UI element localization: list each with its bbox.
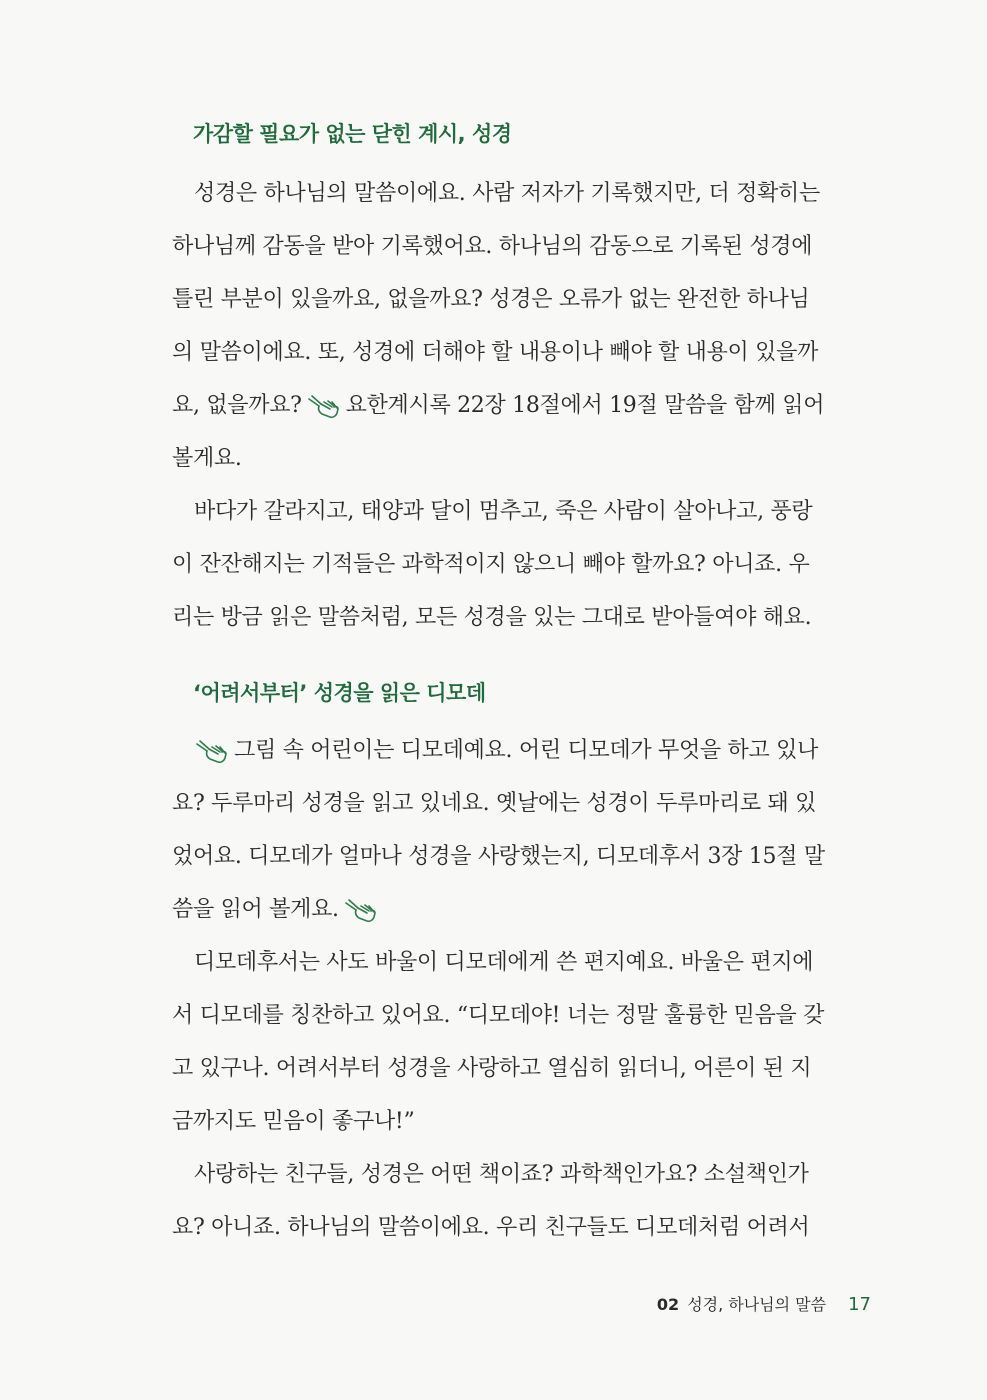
text-line: 요? 아니죠. 하나님의 말씀이에요. 우리 친구들도 디모데처럼 어려서: [172, 1214, 810, 1240]
text-line: 리는 방금 읽은 말씀처럼, 모든 성경을 있는 그대로 받아들여야 해요.: [172, 604, 812, 630]
paragraph: [172, 936, 872, 1148]
section-timothy: [172, 724, 872, 1254]
pointing-hand-icon: [194, 738, 230, 764]
text-fragment: 그림 속 어린이는 디모데예요. 어린 디모데가 무엇을 하고 있나: [234, 737, 819, 763]
paragraph: [172, 1148, 872, 1254]
text-line: 볼게요.: [172, 445, 242, 471]
text-fragment: 씀을 읽어 볼게요.: [172, 896, 339, 922]
text-fragment: 요, 없을까요?: [172, 392, 302, 418]
text-line: 요? 두루마리 성경을 읽고 있네요. 옛날에는 성경이 두루마리로 돼 있: [172, 790, 817, 816]
text-line: [172, 724, 872, 777]
chapter-title: 성경, 하나님의 말씀: [687, 1295, 827, 1314]
page-footer: [657, 1292, 871, 1315]
text-line: 하나님께 감동을 받아 기록했어요. 하나님의 감동으로 기록된 성경에: [172, 233, 813, 259]
text-line: 틀린 부분이 있을까요, 없을까요? 성경은 오류가 없는 완전한 하나님: [172, 286, 810, 312]
text-line: 서 디모데를 칭찬하고 있어요. “디모데야! 너는 정말 훌륭한 믿음을 갖: [172, 1002, 825, 1028]
text-line: 었어요. 디모데가 얼마나 성경을 사랑했는지, 디모데후서 3장 15절 말: [172, 843, 825, 869]
text-line: 고 있구나. 어려서부터 성경을 사랑하고 열심히 읽더니, 어른이 된 지: [172, 1055, 812, 1081]
text-line: 금까지도 믿음이 좋구나!”: [172, 1108, 415, 1134]
pointing-hand-icon: [306, 393, 342, 419]
text-line: 의 말씀이에요. 또, 성경에 더해야 할 내용이나 빼야 할 내용이 있을까: [172, 339, 819, 365]
text-line: 디모데후서는 사도 바울이 디모데에게 쓴 편지예요. 바울은 편지에: [194, 949, 814, 975]
text-fragment: 요한계시록 22장 18절에서 19절 말씀을 함께 읽어: [345, 392, 825, 418]
section-heading-timothy: ‘어려서부터’ 성경을 읽은 디모데: [193, 681, 486, 705]
paragraph: [172, 485, 872, 644]
text-line: 바다가 갈라지고, 태양과 달이 멈추고, 죽은 사람이 살아나고, 풍랑: [194, 498, 813, 524]
text-line: 사랑하는 친구들, 성경은 어떤 책이죠? 과학책인가요? 소설책인가: [194, 1161, 809, 1187]
page-number: 17: [848, 1294, 871, 1315]
paragraph: [172, 724, 872, 936]
paragraph: [172, 167, 872, 485]
text-line: [172, 883, 872, 936]
pointing-hand-icon: [343, 897, 379, 923]
section-closed-revelation: [172, 167, 872, 644]
chapter-number: 02: [656, 1295, 680, 1314]
text-line: 성경은 하나님의 말씀이에요. 사람 저자가 기록했지만, 더 정확히는: [194, 180, 820, 206]
text-line: [172, 379, 872, 432]
text-line: 이 잔잔해지는 기적들은 과학적이지 않으니 빼야 할까요? 아니죠. 우: [172, 551, 810, 577]
section-heading-closed-revelation: 가감할 필요가 없는 닫힌 계시, 성경: [193, 122, 512, 146]
